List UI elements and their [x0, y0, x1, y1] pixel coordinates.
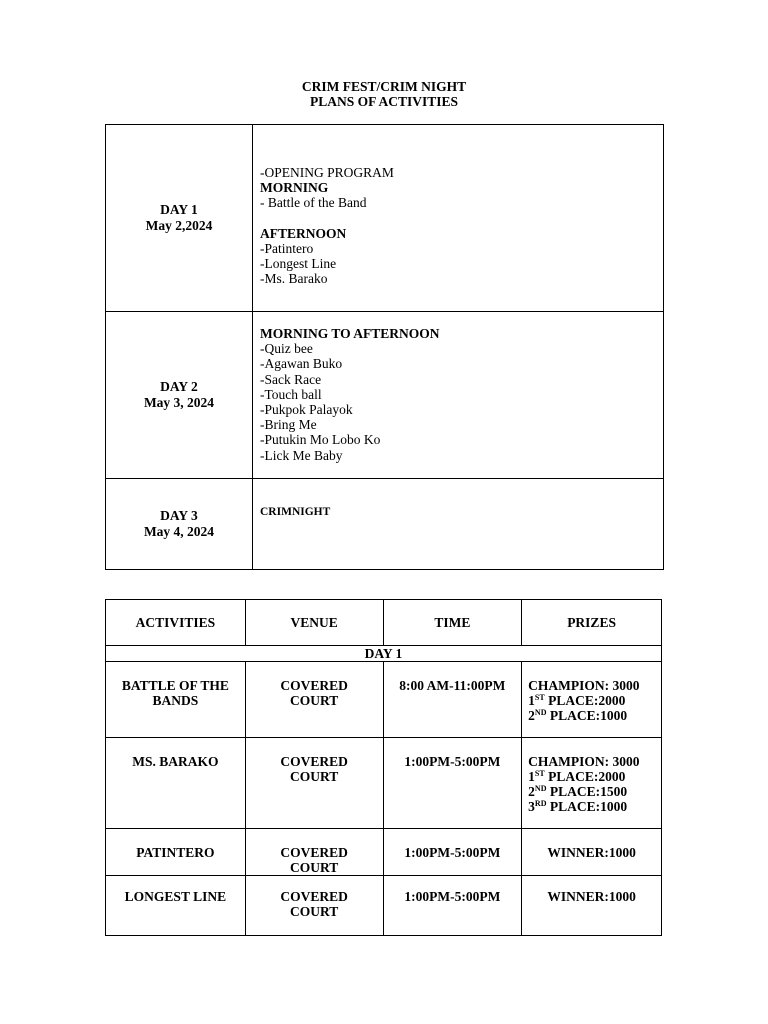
plan-table [105, 124, 664, 570]
plan-line: - Battle of the Band [260, 195, 367, 211]
page-title [0, 79, 768, 109]
venue-line: COURT [289, 904, 339, 919]
venue-line: COVERED [280, 678, 348, 693]
plan-line: -Putukin Mo Lobo Ko [260, 432, 381, 448]
plan-day-label: DAY 3 [160, 508, 198, 523]
header-prizes: PRIZES [522, 600, 662, 646]
activity-cell [106, 662, 246, 738]
plan-line: -OPENING PROGRAM [260, 165, 394, 180]
prize-line: CHAMPION: 3000 [528, 678, 640, 693]
title-line-2: PLANS OF ACTIVITIES [309, 94, 459, 109]
plan-activities-cell [253, 479, 664, 570]
prizes-cell [522, 662, 662, 738]
plan-line: -Pukpok Palayok [260, 402, 353, 418]
plan-line-gap [260, 211, 663, 226]
time-cell: 8:00 AM-11:00PM [383, 662, 522, 738]
prize-line: WINNER:1000 [547, 845, 636, 860]
schedule-table [105, 599, 662, 936]
venue-line: COURT [289, 693, 339, 708]
header-venue: VENUE [245, 600, 383, 646]
venue-line: COURT [289, 769, 339, 784]
prize-line: 1ST PLACE:2000 [528, 769, 626, 784]
activity-line: PATINTERO [136, 845, 215, 860]
table-row [106, 829, 662, 876]
plan-activities-cell [253, 125, 664, 312]
venue-cell [245, 829, 383, 876]
plan-day-cell [106, 479, 253, 570]
activity-line: BANDS [152, 693, 199, 708]
plan-line: -Quiz bee [260, 341, 313, 357]
schedule-day-row [106, 646, 662, 662]
prizes-cell [522, 829, 662, 876]
plan-day-label: DAY 1 [160, 202, 198, 217]
plan-line: AFTERNOON [260, 225, 347, 241]
activity-cell [106, 829, 246, 876]
plan-line: -Bring Me [260, 417, 317, 433]
venue-cell [245, 738, 383, 829]
venue-line: COVERED [280, 889, 348, 904]
plan-activities-cell [253, 312, 664, 479]
plan-row-day-2 [106, 312, 664, 479]
plan-line: MORNING TO AFTERNOON [260, 326, 440, 341]
plan-line: -Lick Me Baby [260, 447, 343, 463]
plan-line: -Patintero [260, 240, 314, 256]
plan-day-date: May 2,2024 [145, 218, 213, 233]
venue-line: COVERED [280, 754, 348, 769]
header-activities: ACTIVITIES [106, 600, 246, 646]
prize-line: CHAMPION: 3000 [528, 754, 640, 769]
plan-line: -Ms. Barako [260, 271, 328, 287]
plan-line: -Longest Line [260, 256, 337, 272]
plan-row-day-1 [106, 125, 664, 312]
header-time: TIME [383, 600, 522, 646]
activity-cell [106, 876, 246, 936]
plan-day-date: May 4, 2024 [143, 524, 215, 539]
plan-line: -Sack Race [260, 371, 322, 387]
plan-line: MORNING [260, 180, 329, 196]
title-line-1: CRIM FEST/CRIM NIGHT [301, 79, 467, 94]
table-row [106, 662, 662, 738]
time-cell: 1:00PM-5:00PM [383, 876, 522, 936]
activity-line: LONGEST LINE [124, 889, 227, 904]
plan-row-day-3 [106, 479, 664, 570]
activity-cell [106, 738, 246, 829]
plan-day-date: May 3, 2024 [143, 395, 215, 410]
prize-line: 2ND PLACE:1000 [528, 708, 628, 723]
prize-line: 3RD PLACE:1000 [528, 799, 628, 814]
plan-day-label: DAY 2 [160, 379, 198, 394]
venue-line: COVERED [280, 845, 348, 860]
schedule-day-label: DAY 1 [106, 646, 662, 662]
plan-day-cell [106, 312, 253, 479]
time-cell: 1:00PM-5:00PM [383, 738, 522, 829]
table-row [106, 876, 662, 936]
schedule-header-row [106, 600, 662, 646]
venue-cell [245, 662, 383, 738]
time-cell: 1:00PM-5:00PM [383, 829, 522, 876]
plan-day-cell [106, 125, 253, 312]
activity-line: MS. BARAKO [132, 754, 219, 769]
prizes-cell [522, 738, 662, 829]
plan-line: -Touch ball [260, 386, 322, 402]
prize-line: 2ND PLACE:1500 [528, 784, 628, 799]
prizes-cell [522, 876, 662, 936]
prize-line: WINNER:1000 [547, 889, 636, 904]
prize-line: 1ST PLACE:2000 [528, 693, 626, 708]
activity-line: BATTLE OF THE [121, 678, 229, 693]
plan-line: -Agawan Buko [260, 356, 343, 372]
plan-line: CRIMNIGHT [260, 506, 331, 518]
venue-line: COURT [289, 860, 339, 875]
table-row [106, 738, 662, 829]
venue-cell [245, 876, 383, 936]
